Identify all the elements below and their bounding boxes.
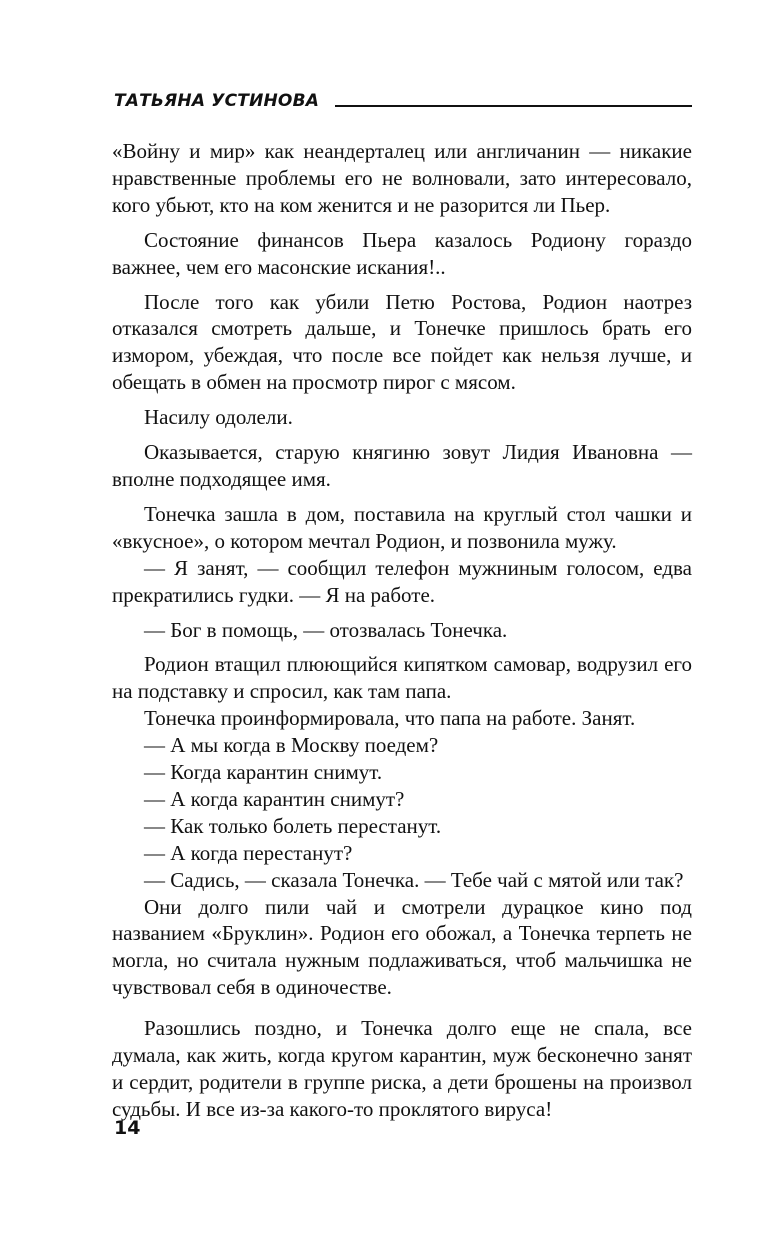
dialogue-line: — Когда карантин снимут. [144, 760, 383, 785]
dialogue-line: — Как только болеть перестанут. [144, 813, 442, 838]
paragraph: Тонечка проинформировала, что папа на работе. Занят. [144, 706, 636, 731]
paragraph: Насилу одолели. [144, 405, 293, 430]
paragraph: Тонечка зашла в дом, поставила на круглый стол чашки и «вкусное», о котором мечтал Родион, и позвонила мужу. [112, 501, 692, 553]
dialogue-line: — Садись, — сказала Тонечка. — Тебе чай с мятой или так? [144, 867, 684, 892]
paragraph: «Войну и мир» как неандерталец или англичанин — никакие нравственные проблемы его не волновали, зато интересовало, кого убьют, кто на ком женится и не разорится ли Пьер. [112, 139, 692, 217]
dialogue-line: — Бог в помощь, — отозвалась Тонечка. [144, 617, 508, 642]
dialogue-line: — Я занят, — сообщил телефон мужниным голосом, едва прекратились гудки. — Я на работе. [112, 555, 692, 607]
body-text [112, 138, 692, 1123]
dialogue-line: — А когда перестанут? [144, 840, 353, 865]
paragraph: Разошлись поздно, и Тонечка долго еще не спала, все думала, как жить, когда кругом карантин, муж бесконечно занят и сердит, родители в группе риска, а дети брошены на произвол судьбы. И все из-за какого-то проклятого вируса! [112, 1016, 692, 1121]
page-number: 14 [114, 1117, 141, 1139]
running-header [114, 89, 692, 113]
paragraph: Родион втащил плюющийся кипятком самовар, водрузил его на подставку и спросил, как там папа. [112, 652, 692, 704]
header-rule [335, 105, 692, 107]
paragraph: Состояние финансов Пьера казалось Родиону гораздо важнее, чем его масонские искания!.. [112, 227, 692, 279]
paragraph: Оказывается, старую княгиню зовут Лидия Ивановна — вполне подходящее имя. [112, 440, 692, 491]
dialogue-line: — А мы когда в Москву поедем? [144, 733, 439, 758]
paragraph: После того как убили Петю Ростова, Родион наотрез отказался смотреть дальше, и Тонечке пришлось брать его измором, убеждая, что после все пойдет как нельзя лучше, и обещать в обмен на просмотр пирог с мясом. [112, 289, 692, 395]
paragraph: Они долго пили чай и смотрели дурацкое кино под названием «Бруклин». Родион его обожал, а Тонечка терпеть не могла, но считала нужным подлаживаться, чтоб мальчишка не чувствовал себя в одиночестве. [112, 894, 692, 1000]
dialogue-line: — А когда карантин снимут? [144, 786, 405, 811]
author-name: ТАТЬЯНА УСТИНОВА [114, 91, 320, 111]
